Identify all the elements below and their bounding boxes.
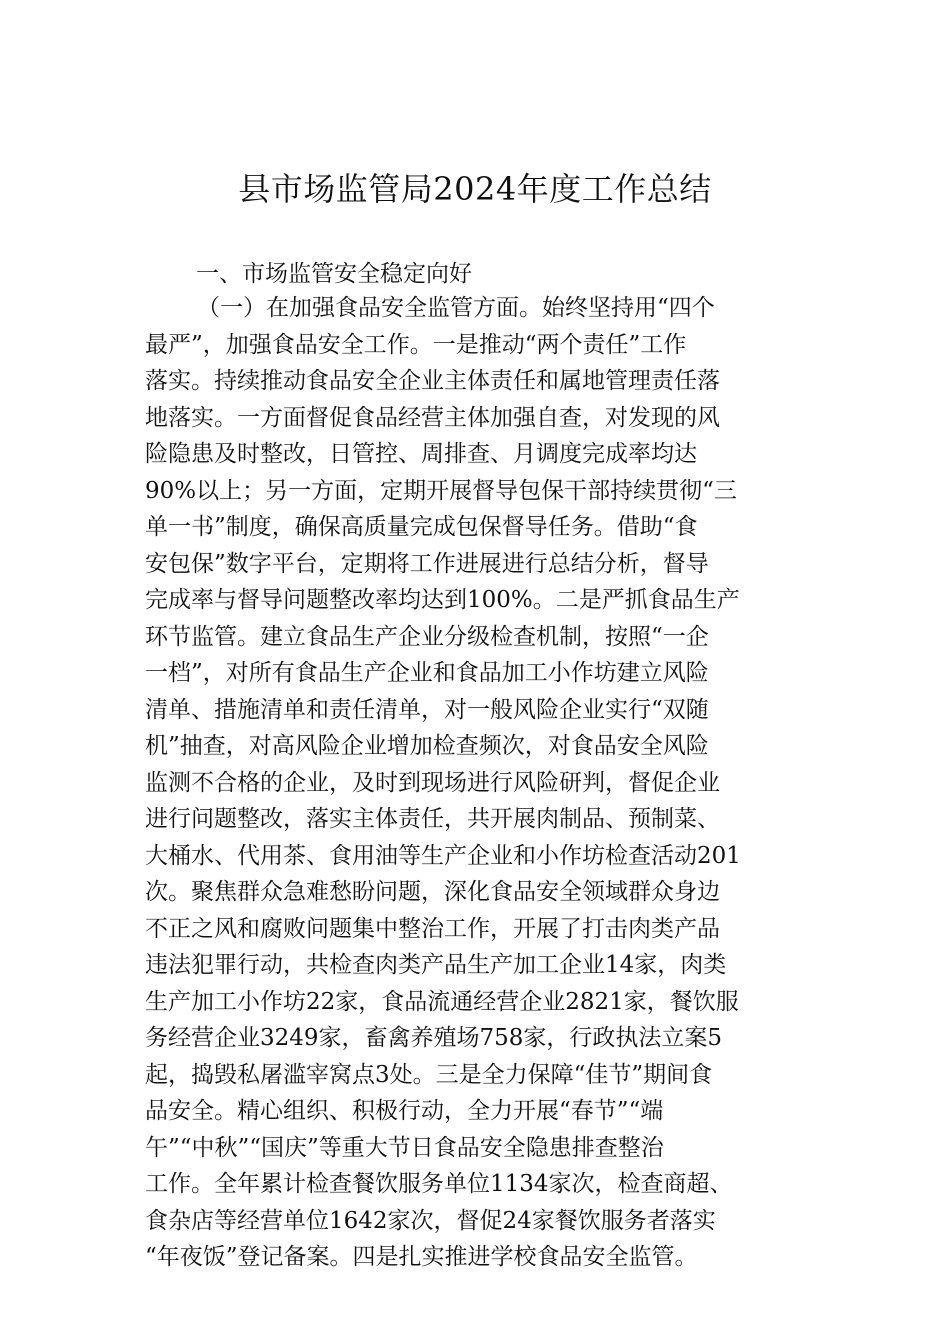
body-line: 品安全。精心组织、积极行动，全力开展“春节”“端	[145, 1098, 664, 1124]
body-line: 午”“中秋”“国庆”等重大节日食品安全隐患排查整治	[145, 1134, 664, 1161]
body-line: 90%以上；另一方面，定期开展督导包保干部持续贯彻“三	[145, 477, 737, 504]
body-line: 落实。持续推动食品安全企业主体责任和属地管理责任落	[145, 368, 720, 394]
body-line: 起，捣毁私屠滥宰窝点3处。三是全力保障“佳节”期间食	[145, 1061, 713, 1088]
body-line: 不正之风和腐败问题集中整治工作，开展了打击肉类产品	[145, 915, 720, 942]
body-line: 工作。全年累计检查餐饮服务单位1134家次，检查商超、	[145, 1171, 733, 1197]
body-line: 食杂店等经营单位1642家次，督促24家餐饮服务者落实	[145, 1207, 716, 1234]
body-line: 进行问题整改，落实主体责任，共开展肉制品、预制菜、	[145, 806, 720, 832]
body-line: 监测不合格的企业，及时到现场进行风险研判，督促企业	[145, 769, 720, 796]
body-line: （一）在加强食品安全监管方面。始终坚持用“四个	[197, 295, 715, 321]
section-heading: 一、市场监管安全稳定向好	[196, 261, 472, 287]
body-line: 机”抽查，对高风险企业增加检查频次，对食品安全风险	[145, 733, 709, 759]
body-line: 环节监管。建立食品生产企业分级检查机制，按照“一企	[145, 623, 709, 650]
body-line: 地落实。一方面督促食品经营主体加强自查，对发现的风	[145, 404, 720, 431]
body-line: “年夜饭”登记备案。四是扎实推进学校食品安全监管。	[145, 1244, 698, 1270]
body-line: 违法犯罪行动，共检查肉类产品生产加工企业14家，肉类	[145, 952, 727, 978]
body-line: 务经营企业3249家，畜禽养殖场758家，行政执法立案5	[145, 1025, 723, 1051]
body-line: 安包保”数字平台，定期将工作进展进行总结分析，督导	[145, 550, 709, 577]
body-paragraph	[145, 290, 815, 1276]
body-line: 最严”，加强食品安全工作。一是推动“两个责任”工作	[145, 331, 687, 358]
body-line: 清单、措施清单和责任清单，对一般风险企业实行“双随	[145, 696, 709, 723]
body-line: 次。聚焦群众急难愁盼问题，深化食品安全领域群众身边	[145, 879, 720, 905]
document-title: 县市场监管局2024年度工作总结	[238, 170, 712, 208]
body-line: 单一书”制度，确保高质量完成包保督导任务。借助“食	[145, 514, 698, 540]
body-line: 完成率与督导问题整改率均达到100%。二是严抓食品生产	[145, 587, 740, 613]
body-line: 险隐患及时整改，日管控、周排查、月调度完成率均达	[145, 441, 697, 467]
body-line: 生产加工小作坊22家，食品流通经营企业2821家，餐饮服	[145, 988, 739, 1015]
body-line: 一档”，对所有食品生产企业和食品加工小作坊建立风险	[145, 660, 709, 686]
body-line: 大桶水、代用茶、食用油等生产企业和小作坊检查活动201	[145, 842, 741, 869]
